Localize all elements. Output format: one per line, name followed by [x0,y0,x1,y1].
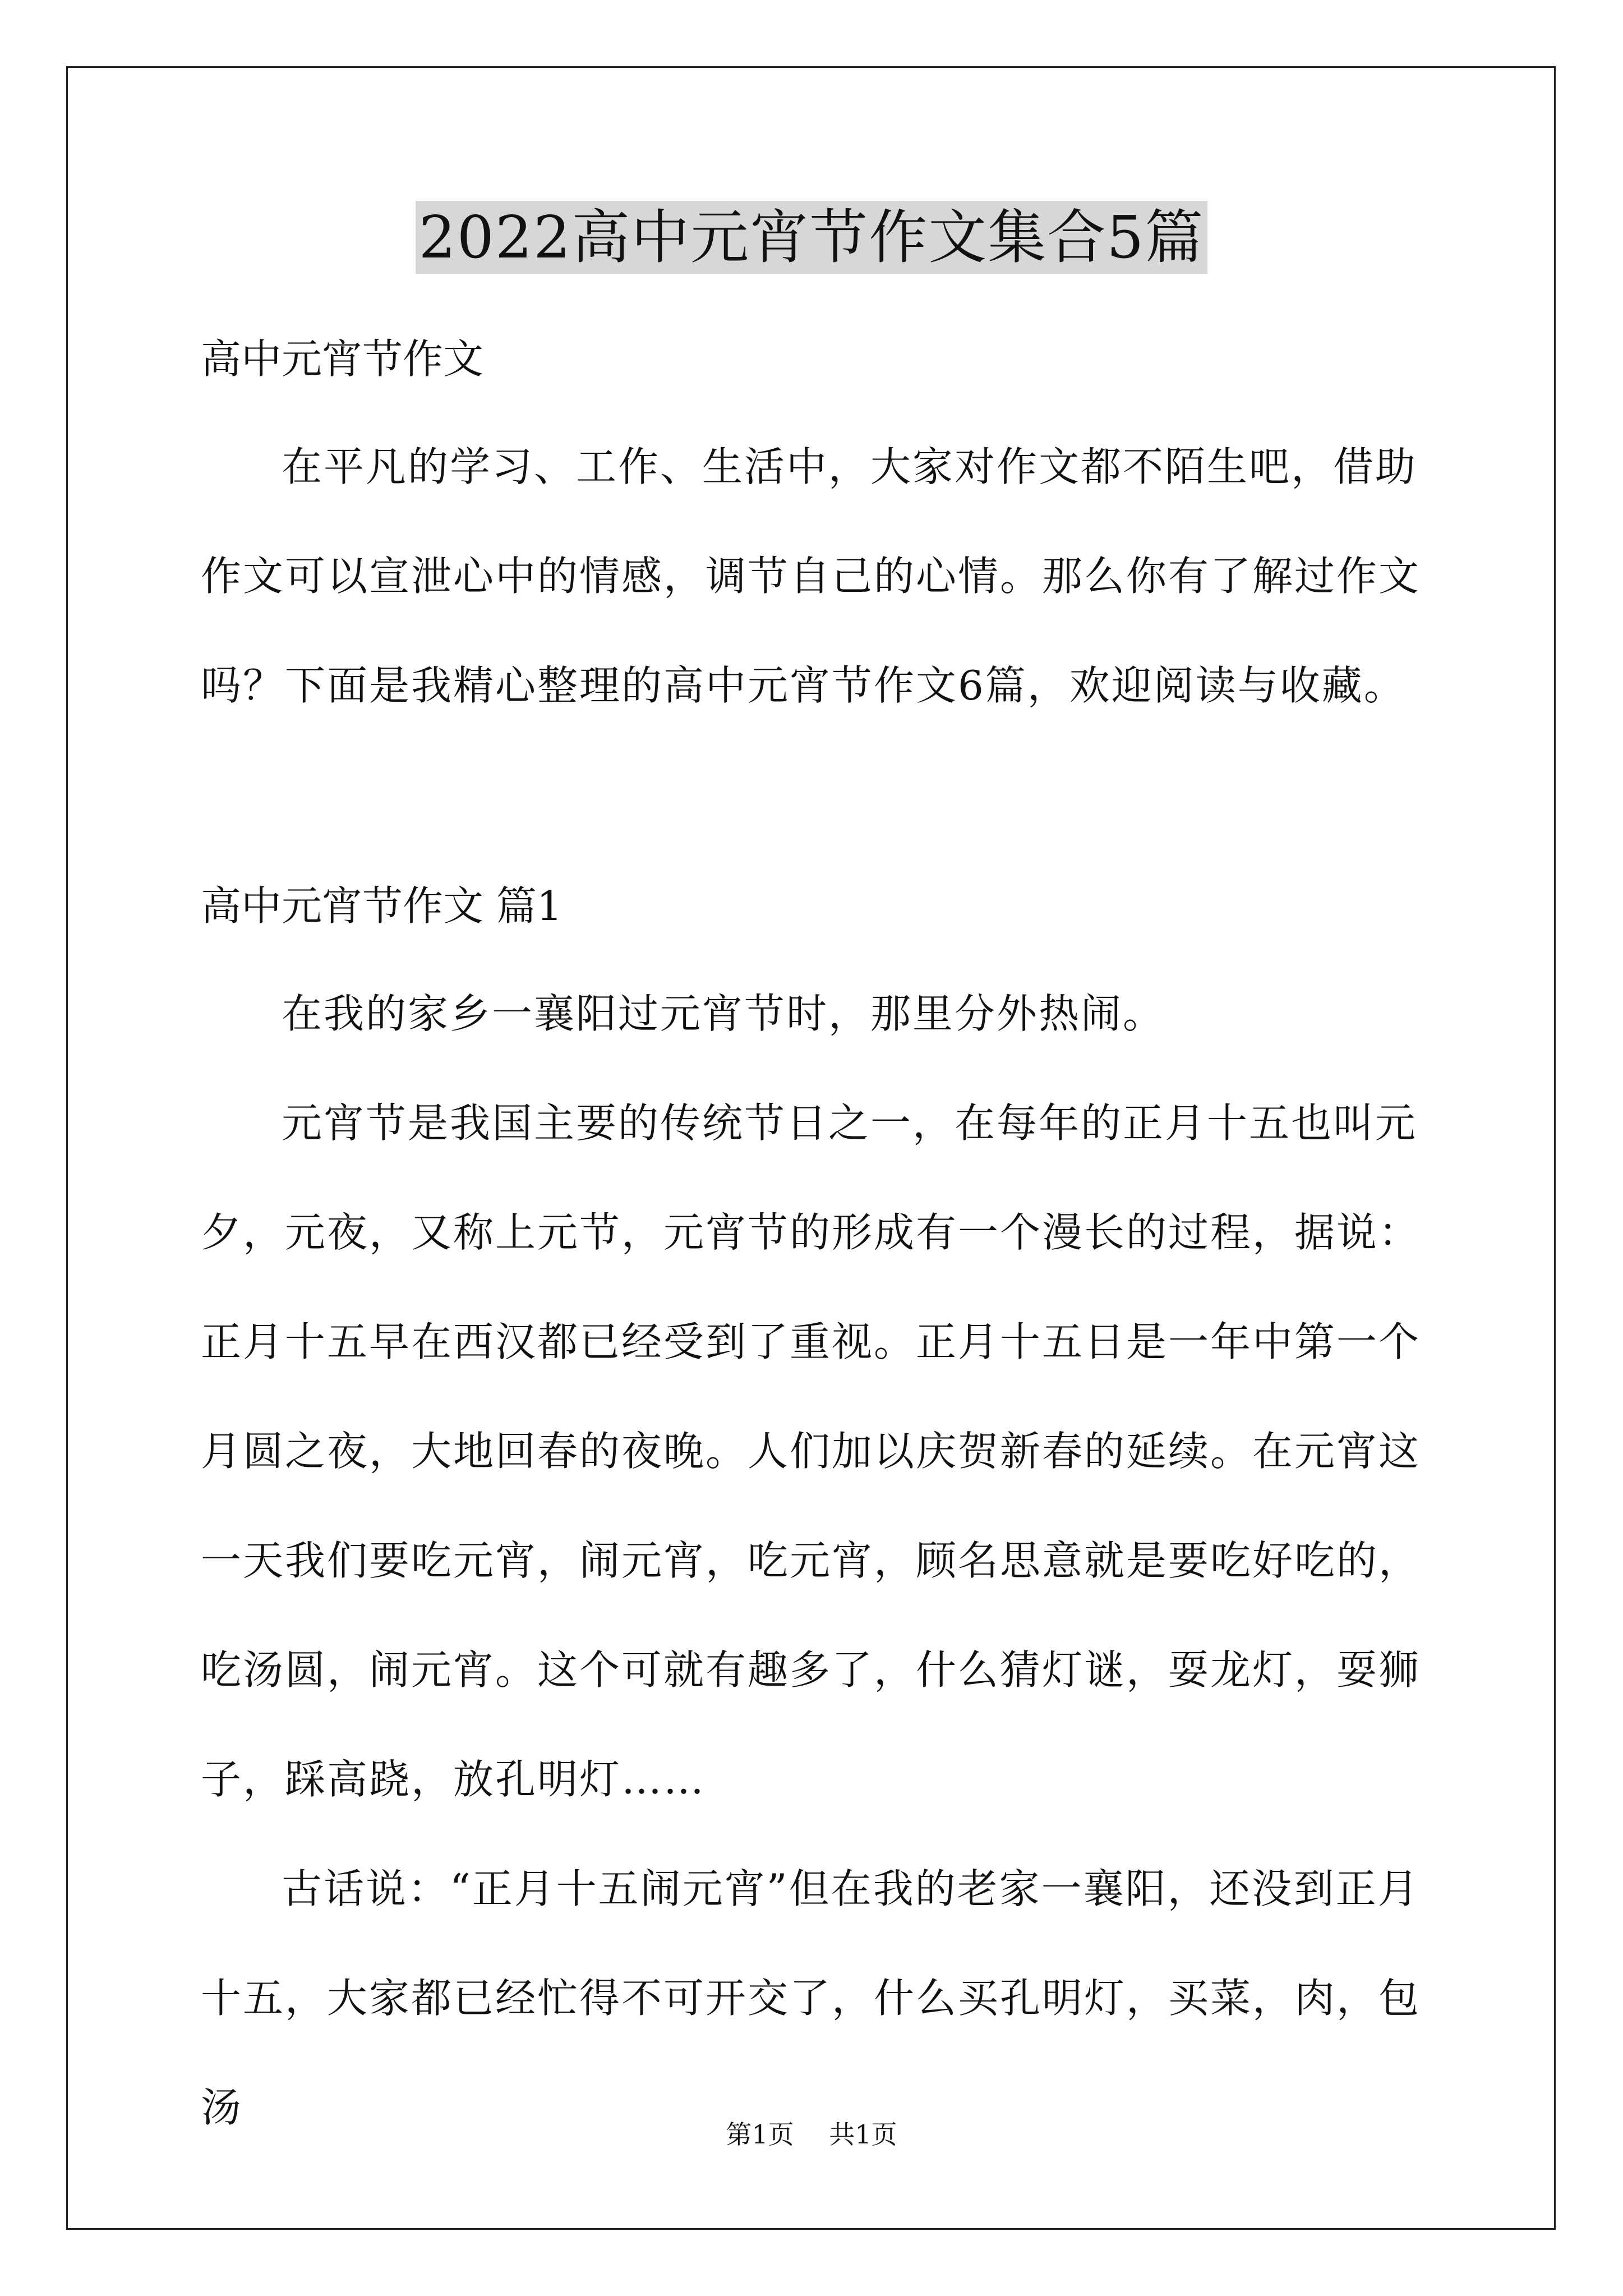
section-gap [201,740,1435,853]
title-container [0,201,1623,274]
section1-paragraph-3: 古话说：“正月十五闹元宵”但在我的老家一襄阳，还没到正月十五，大家都已经忙得不可开交了，什么买孔明灯，买菜，肉，包汤 [201,1865,1421,2131]
section1-paragraph-2: 元宵节是我国主要的传统节日之一，在每年的正月十五也叫元夕，元夜，又称上元节，元宵节的形成有一个漫长的过程，据说：正月十五早在西汉都已经受到了重视。正月十五日是一年中第一个月圆之夜，大地回春的夜晚。人们加以庆贺新春的延续。在元宵这一天我们要吃元宵，闹元宵，吃元宵，顾名思意就是要吃好吃的，吃汤圆，闹元宵。这个可就有趣多了，什么猜灯谜，耍龙灯，耍狮子，踩高跷，放孔明灯…… [201,1099,1421,1803]
page-footer [0,2118,1623,2151]
intro-paragraph: 在平凡的学习、工作、生活中，大家对作文都不陌生吧，借助作文可以宣泄心中的情感，调节自己的心情。那么你有了解过作文吗？下面是我精心整理的高中元宵节作文6篇，欢迎阅读与收藏。 [201,443,1421,709]
document-body [201,306,1435,2162]
intro-heading: 高中元宵节作文 [201,335,484,383]
document-title: 2022高中元宵节作文集合5篇 [416,201,1208,274]
page-number-total: 共1页 [829,2119,897,2150]
section1-paragraph-1: 在我的家乡一襄阳过元宵节时，那里分外热闹。 [282,990,1165,1037]
page-number-current: 第1页 [726,2119,794,2150]
section1-heading: 高中元宵节作文 篇1 [201,882,562,930]
